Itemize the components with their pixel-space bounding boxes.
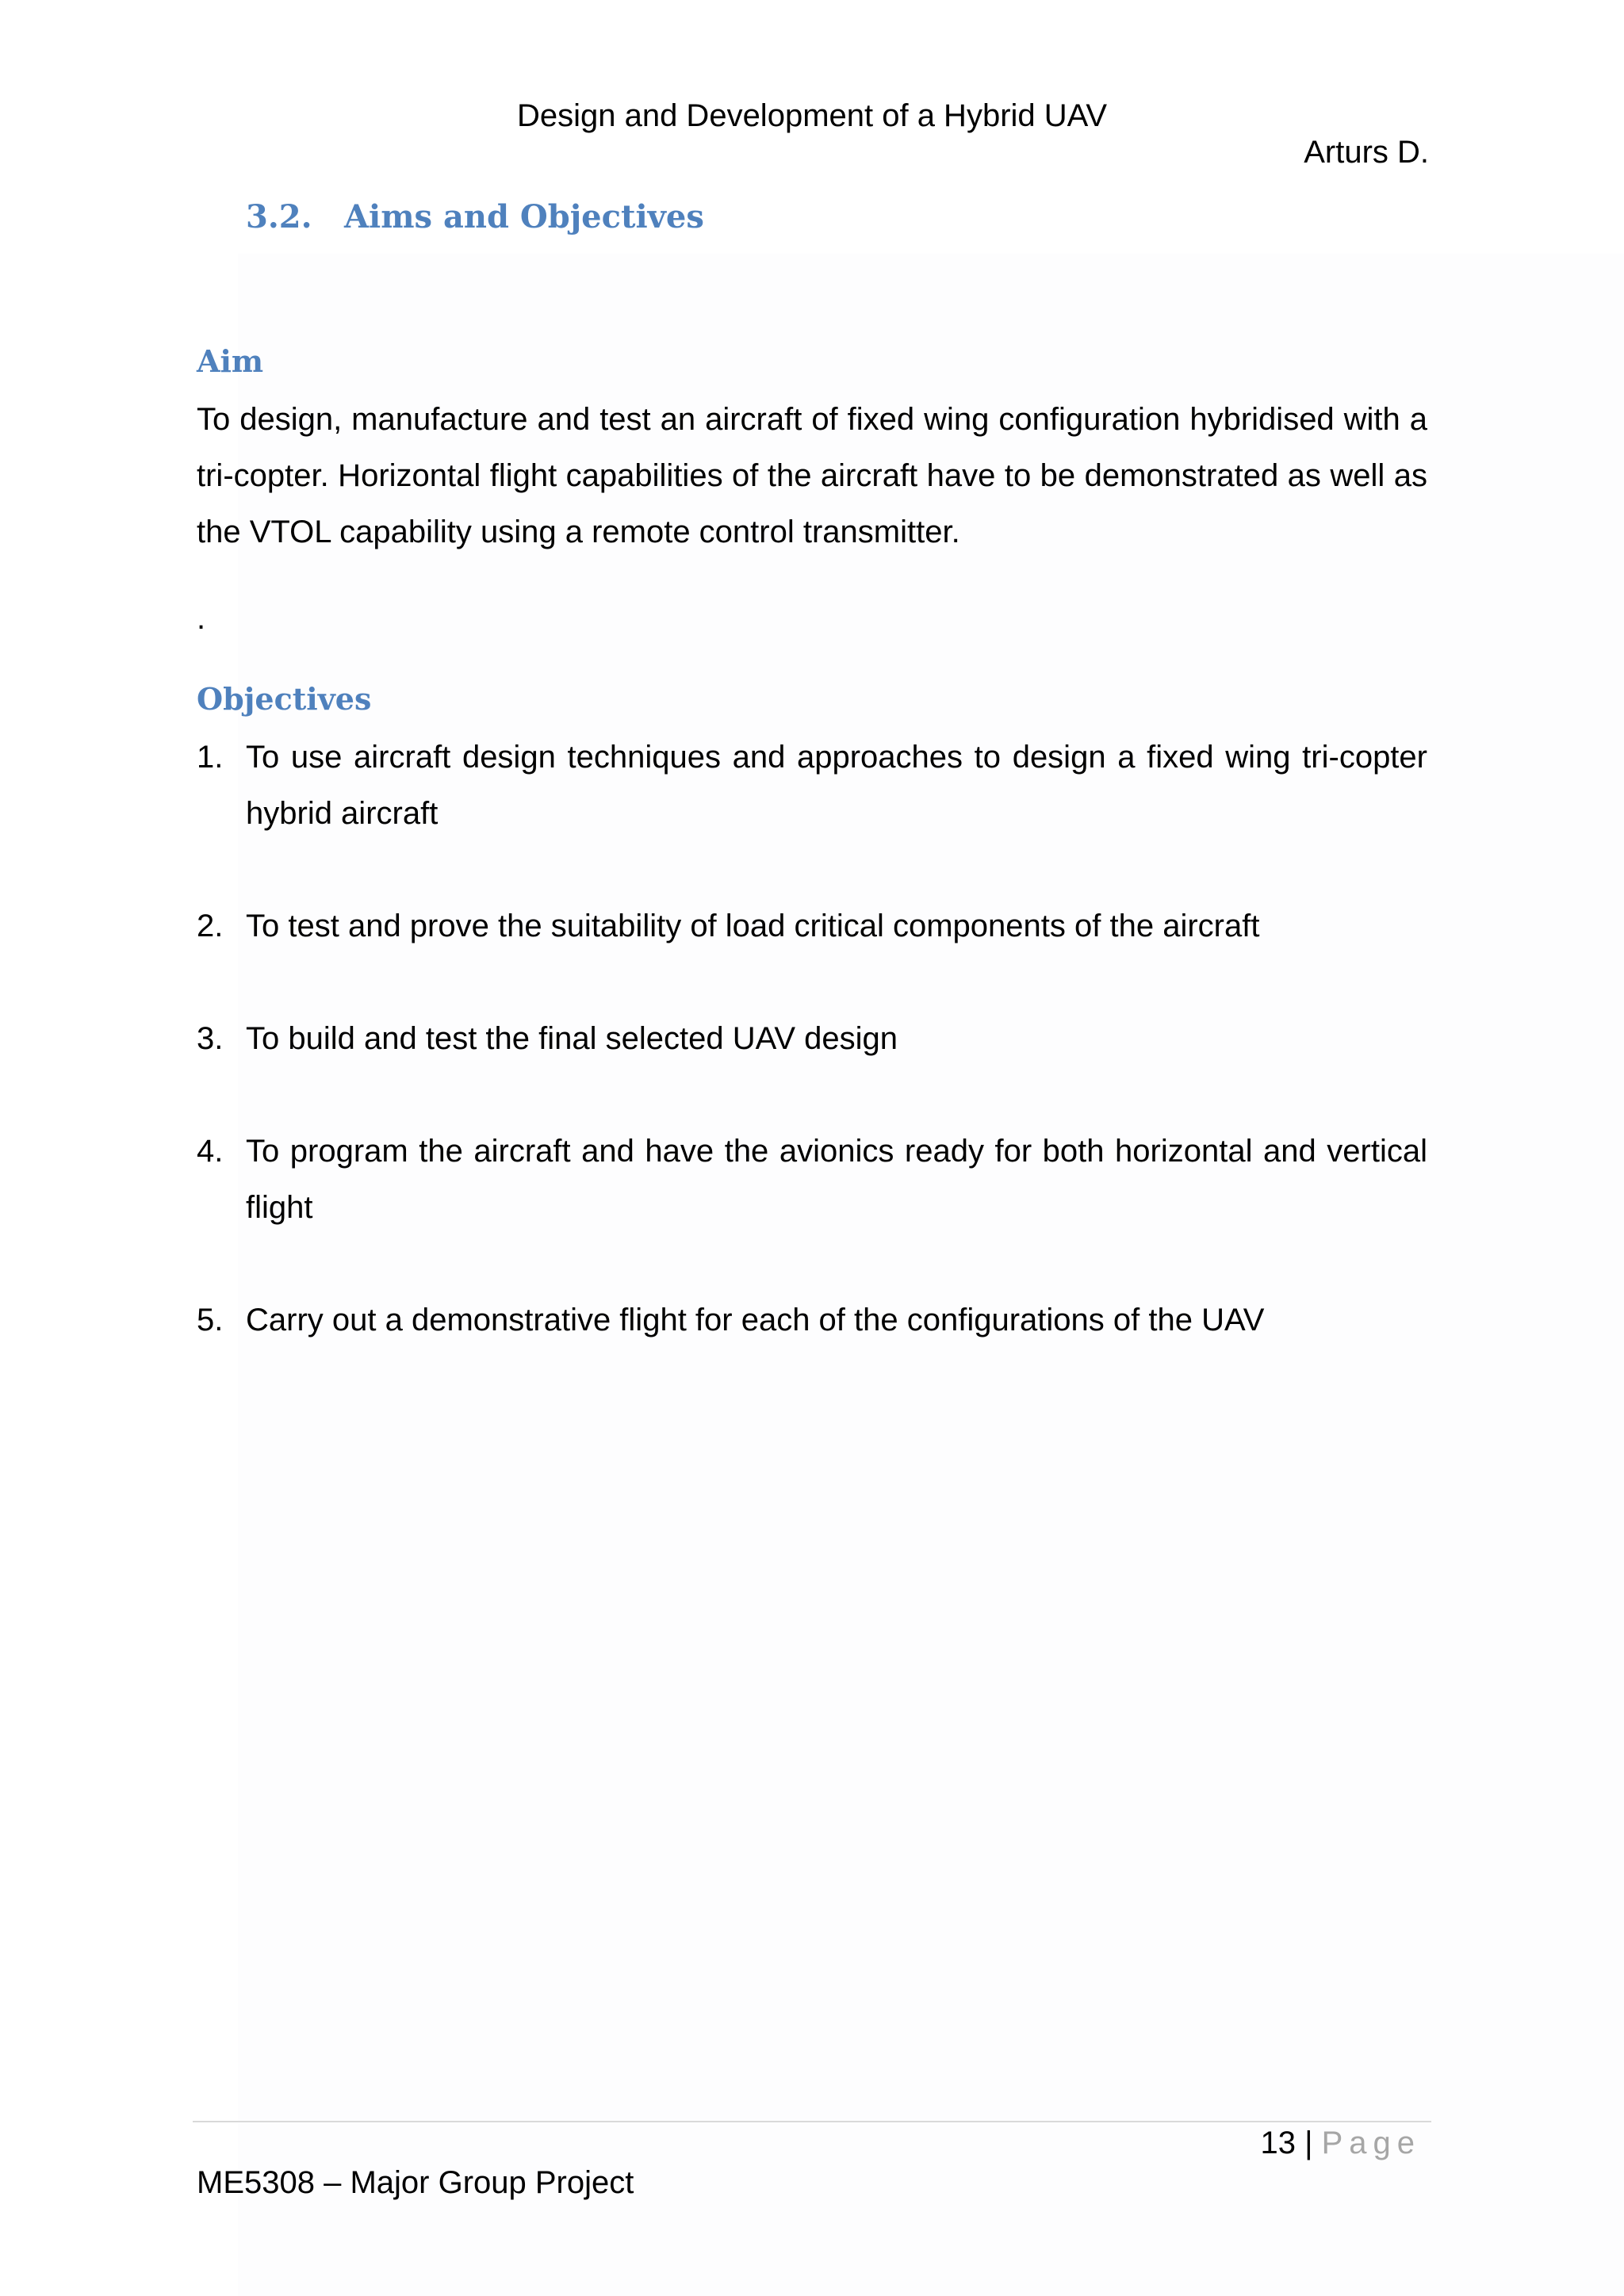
page-number: 13 (1260, 2126, 1296, 2160)
section-heading (246, 193, 704, 241)
objective-item (197, 729, 1427, 842)
objective-number: 3. (197, 1021, 224, 1056)
section-number: 3.2. (246, 198, 312, 235)
page-separator: | (1295, 2126, 1322, 2160)
header-author: Arturs D. (1304, 135, 1429, 170)
trailing-dot: . (197, 601, 206, 636)
objective-item (197, 1292, 1427, 1349)
objectives-heading: Objectives (197, 681, 372, 717)
objective-number: 4. (197, 1134, 224, 1169)
objective-item (197, 1123, 1427, 1236)
footer-course: ME5308 – Major Group Project (197, 2165, 634, 2200)
page-label: Page (1321, 2126, 1421, 2160)
aim-heading: Aim (197, 343, 264, 379)
objective-item (197, 1011, 1427, 1067)
objective-number: 2. (197, 909, 224, 943)
objective-text: To use aircraft design techniques and approaches to design a fixed wing tri-copter hybrid aircraft (246, 740, 1427, 831)
objective-number: 5. (197, 1303, 224, 1337)
header-title: Design and Development of a Hybrid UAV (516, 98, 1108, 133)
objective-text: To program the aircraft and have the avionics ready for both horizontal and vertical flight (246, 1134, 1427, 1225)
objective-item (197, 898, 1427, 955)
footer-divider (193, 2121, 1431, 2122)
aim-paragraph: To design, manufacture and test an aircraft of fixed wing configuration hybridised with a tri-copter. Horizontal flight capabilities of the aircraft have to be demonstrated as well as the VTOL capability using a remote control transmitter. (197, 402, 1427, 549)
footer-page-number (1260, 2121, 1421, 2165)
objective-text: Carry out a demonstrative flight for each of the configurations of the UAV (246, 1303, 1265, 1337)
objective-text: To test and prove the suitability of load critical components of the aircraft (246, 909, 1260, 943)
objective-number: 1. (197, 740, 224, 775)
section-title: Aims and Objectives (344, 198, 704, 235)
objective-text: To build and test the final selected UAV design (246, 1021, 898, 1056)
